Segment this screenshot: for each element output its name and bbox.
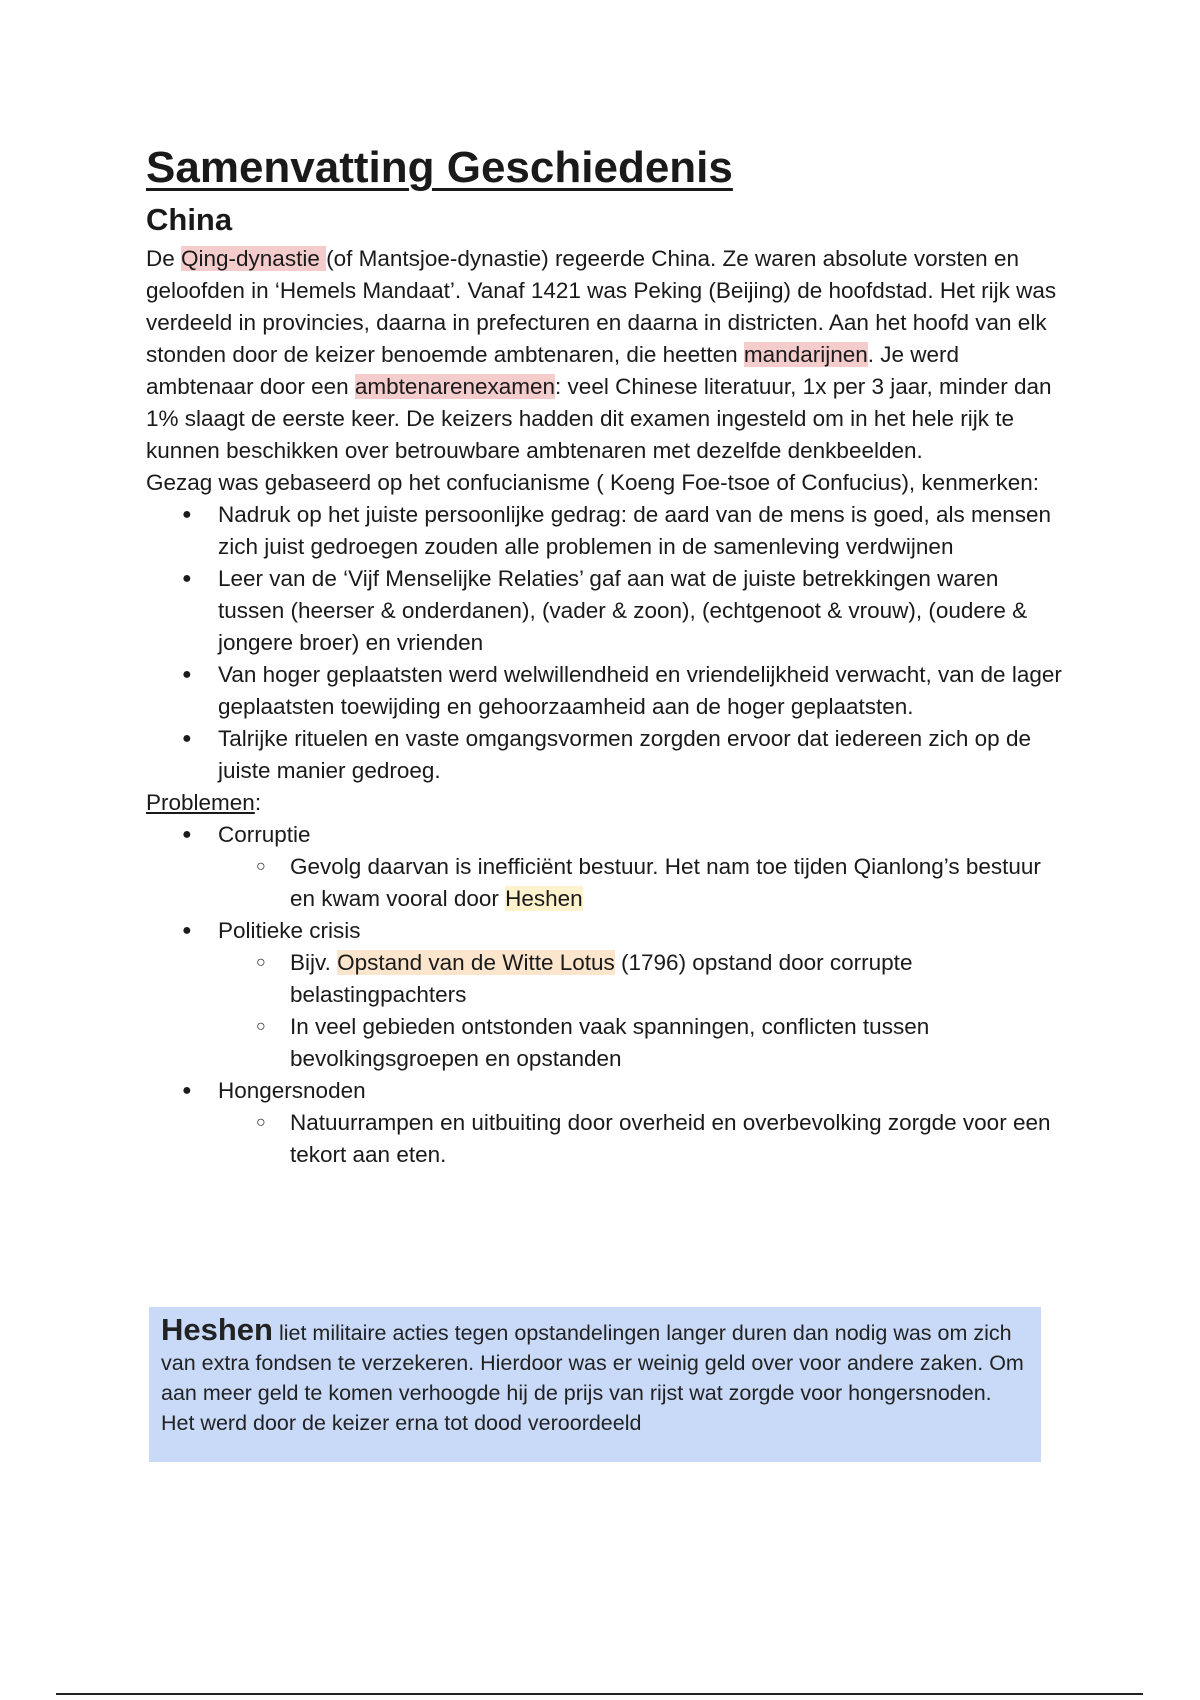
sub-list-item [146,851,1066,915]
kenmerken-list [146,499,1066,787]
corruptie-sublist [146,851,1066,915]
politiek-sublist [146,947,1066,1075]
problem-politieke-crisis [146,915,1066,1075]
list-item: ● Nadruk op het juiste persoonlijke gedrag: de aard van de mens is goed, als mensen zich juist gedroegen zouden alle problemen in de samenleving verdwijnen [146,499,1066,563]
sub-list-item: ○ In veel gebieden ontstonden vaak spanningen, conflicten tussen bevolkingsgroepen en opstanden [146,1011,1066,1075]
callout-text: liet militaire acties tegen opstandelingen langer duren dan nodig was om zich van extra fondsen te verzekeren. Hierdoor was er weinig geld over voor andere zaken. Om aan meer geld te komen verhoogde hij de prijs van rijst wat zorgde voor hongersnoden. Het werd door de keizer erna tot dood veroordeeld [161,1321,1024,1435]
document-page [146,138,1066,1171]
heshen-callout-box [149,1307,1041,1462]
sub-item-text: Bijv. [290,950,338,975]
highlight-qing-dynastie: Qing-dynastie [181,246,327,271]
problem-label: Corruptie [218,822,311,847]
sub-item-text: Gevolg daarvan is inefficiënt bestuur. Het nam toe tijden Qianlong’s bestuur en kwam vooral door [290,854,1041,911]
highlight-ambtenarenexamen: ambtenarenexamen [354,374,556,399]
highlight-mandarijnen: mandarijnen [743,342,868,367]
gezag-paragraph: Gezag was gebaseerd op het confucianisme ( Koeng Foe-tsoe of Confucius), kenmerken: [146,470,1039,495]
problemen-colon: : [254,790,262,815]
list-item: ● Talrijke rituelen en vaste omgangsvormen zorgden ervoor dat iedereen zich op de juiste manier gedroeg. [146,723,1066,787]
list-item: ● Leer van de ‘Vijf Menselijke Relaties’ gaf aan wat de juiste betrekkingen waren tussen (heerser & onderdanen), (vader & zoon), (echtgenoot & vrouw), (oudere & jongere broer) en vrienden [146,563,1066,659]
intro-text-1: De [146,246,182,271]
intro-text-4: : veel Chinese literatuur, 1x per 3 jaar, minder dan 1% slaagt de eerste keer. De keizers hadden dit examen ingesteld om in het hele rijk te kunnen beschikken over betrouwbare ambtenaren met dezelfde denkbeelden. [146,374,1052,463]
problemen-heading [146,787,1066,819]
sub-list-item: ○ Natuurrampen en uitbuiting door overheid en overbevolking zorgde voor een tekort aan eten. [146,1107,1066,1171]
problem-corruptie [146,819,1066,915]
list-item: ● Van hoger geplaatsten werd welwillendheid en vriendelijkheid verwacht, van de lager geplaatsten toewijding en gehoorzaamheid aan de hoger geplaatsten. [146,659,1066,723]
problem-label: Politieke crisis [218,918,361,943]
page-title: Samenvatting Geschiedenis [146,143,733,192]
problem-label: Hongersnoden [218,1078,366,1103]
problemen-label: Problemen [146,790,255,815]
section-heading: China [146,202,233,237]
problem-hongersnoden [146,1075,1066,1171]
sub-item-text: (1796) opstand door corrupte belastingpachters [290,950,913,1007]
intro-paragraph [146,243,1066,467]
callout-name: Heshen [161,1312,273,1347]
sub-list-item [146,947,1066,1011]
page-bottom-divider [56,1693,1143,1695]
highlight-heshen: Heshen [505,886,583,911]
intro-text-3: . Je werd ambtenaar door een [146,342,960,399]
problemen-list [146,819,1066,1171]
honger-sublist [146,1107,1066,1171]
highlight-witte-lotus: Opstand van de Witte Lotus [337,950,615,975]
intro-text-2: (of Mantsjoe-dynastie) regeerde China. Ze waren absolute vorsten en geloofden in ‘Hemels Mandaat’. Vanaf 1421 was Peking (Beijing) de hoofdstad. Het rijk was verdeeld in provincies, daarna in prefecturen en daarna in districten. Aan het hoofd van elk stonden door de keizer benoemde ambtenaren, die heetten [146,246,1057,367]
